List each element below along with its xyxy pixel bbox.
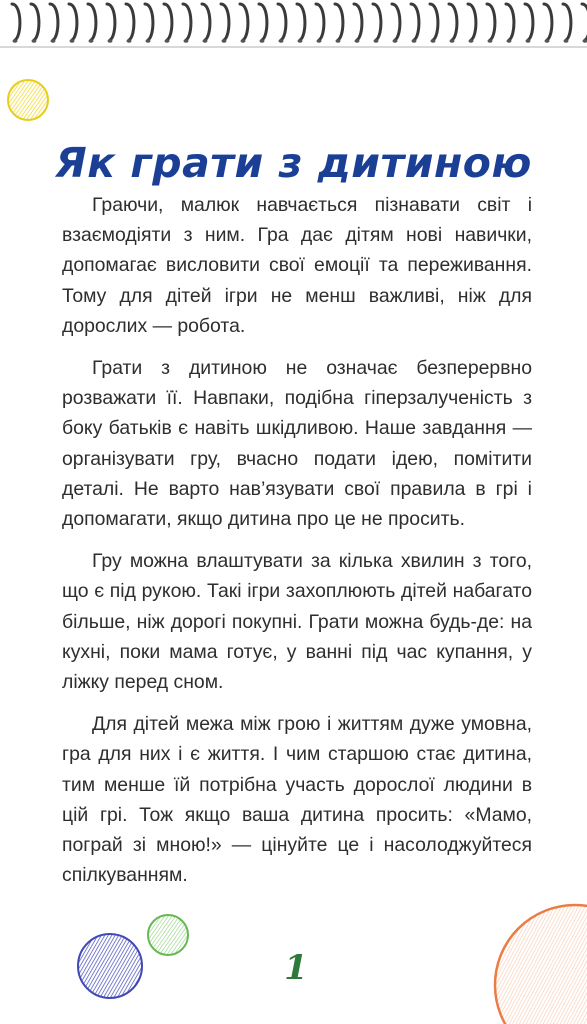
paragraph-4: Для дітей межа між грою і життям дуже умовна, гра для них і є життя. І чим старшою стає дитина, тим менше їй потрібна участь дорослої людини в цій грі. Тож якщо ваша дитина просить: «Мамо, пограй зі мною!» — цінуйте це і насолоджуйтеся спілкуванням. [62, 713, 532, 887]
yellow-circle [8, 80, 48, 120]
article-body [62, 190, 532, 902]
paragraph-2: Грати з дитиною не означає безперервно розважати її. Навпаки, подібна гіперзалученість з боку батьків є навіть шкідливою. Наше завдання — організувати гру, вчасно подати ідею, помітити деталі. Не варто нав’язувати свої правила в грі і допомагати, якщо дитина про це не просить. [62, 357, 532, 531]
blue-circle [78, 934, 142, 998]
orange-circle [495, 905, 587, 1024]
page-number: 1 [284, 948, 308, 988]
green-circle [148, 915, 188, 955]
paragraph-3: Гру можна влаштувати за кілька хвилин з того, що є під рукою. Такі ігри захоплюють дітей набагато більше, ніж дорогі покупні. Грати можна будь-де: на кухні, поки мама готує, у ванні під час купання, у ліжку перед сном. [62, 550, 532, 694]
paragraph-1: Граючи, малюк навчається пізнавати світ і взаємодіяти з ним. Гра дає дітям нові навички, допомагає висловити свої емоції та переживання. Тому для дітей ігри не менш важливі, ніж для дорослих — робота. [62, 194, 532, 337]
page-title: Як грати з дитиною [55, 139, 532, 188]
